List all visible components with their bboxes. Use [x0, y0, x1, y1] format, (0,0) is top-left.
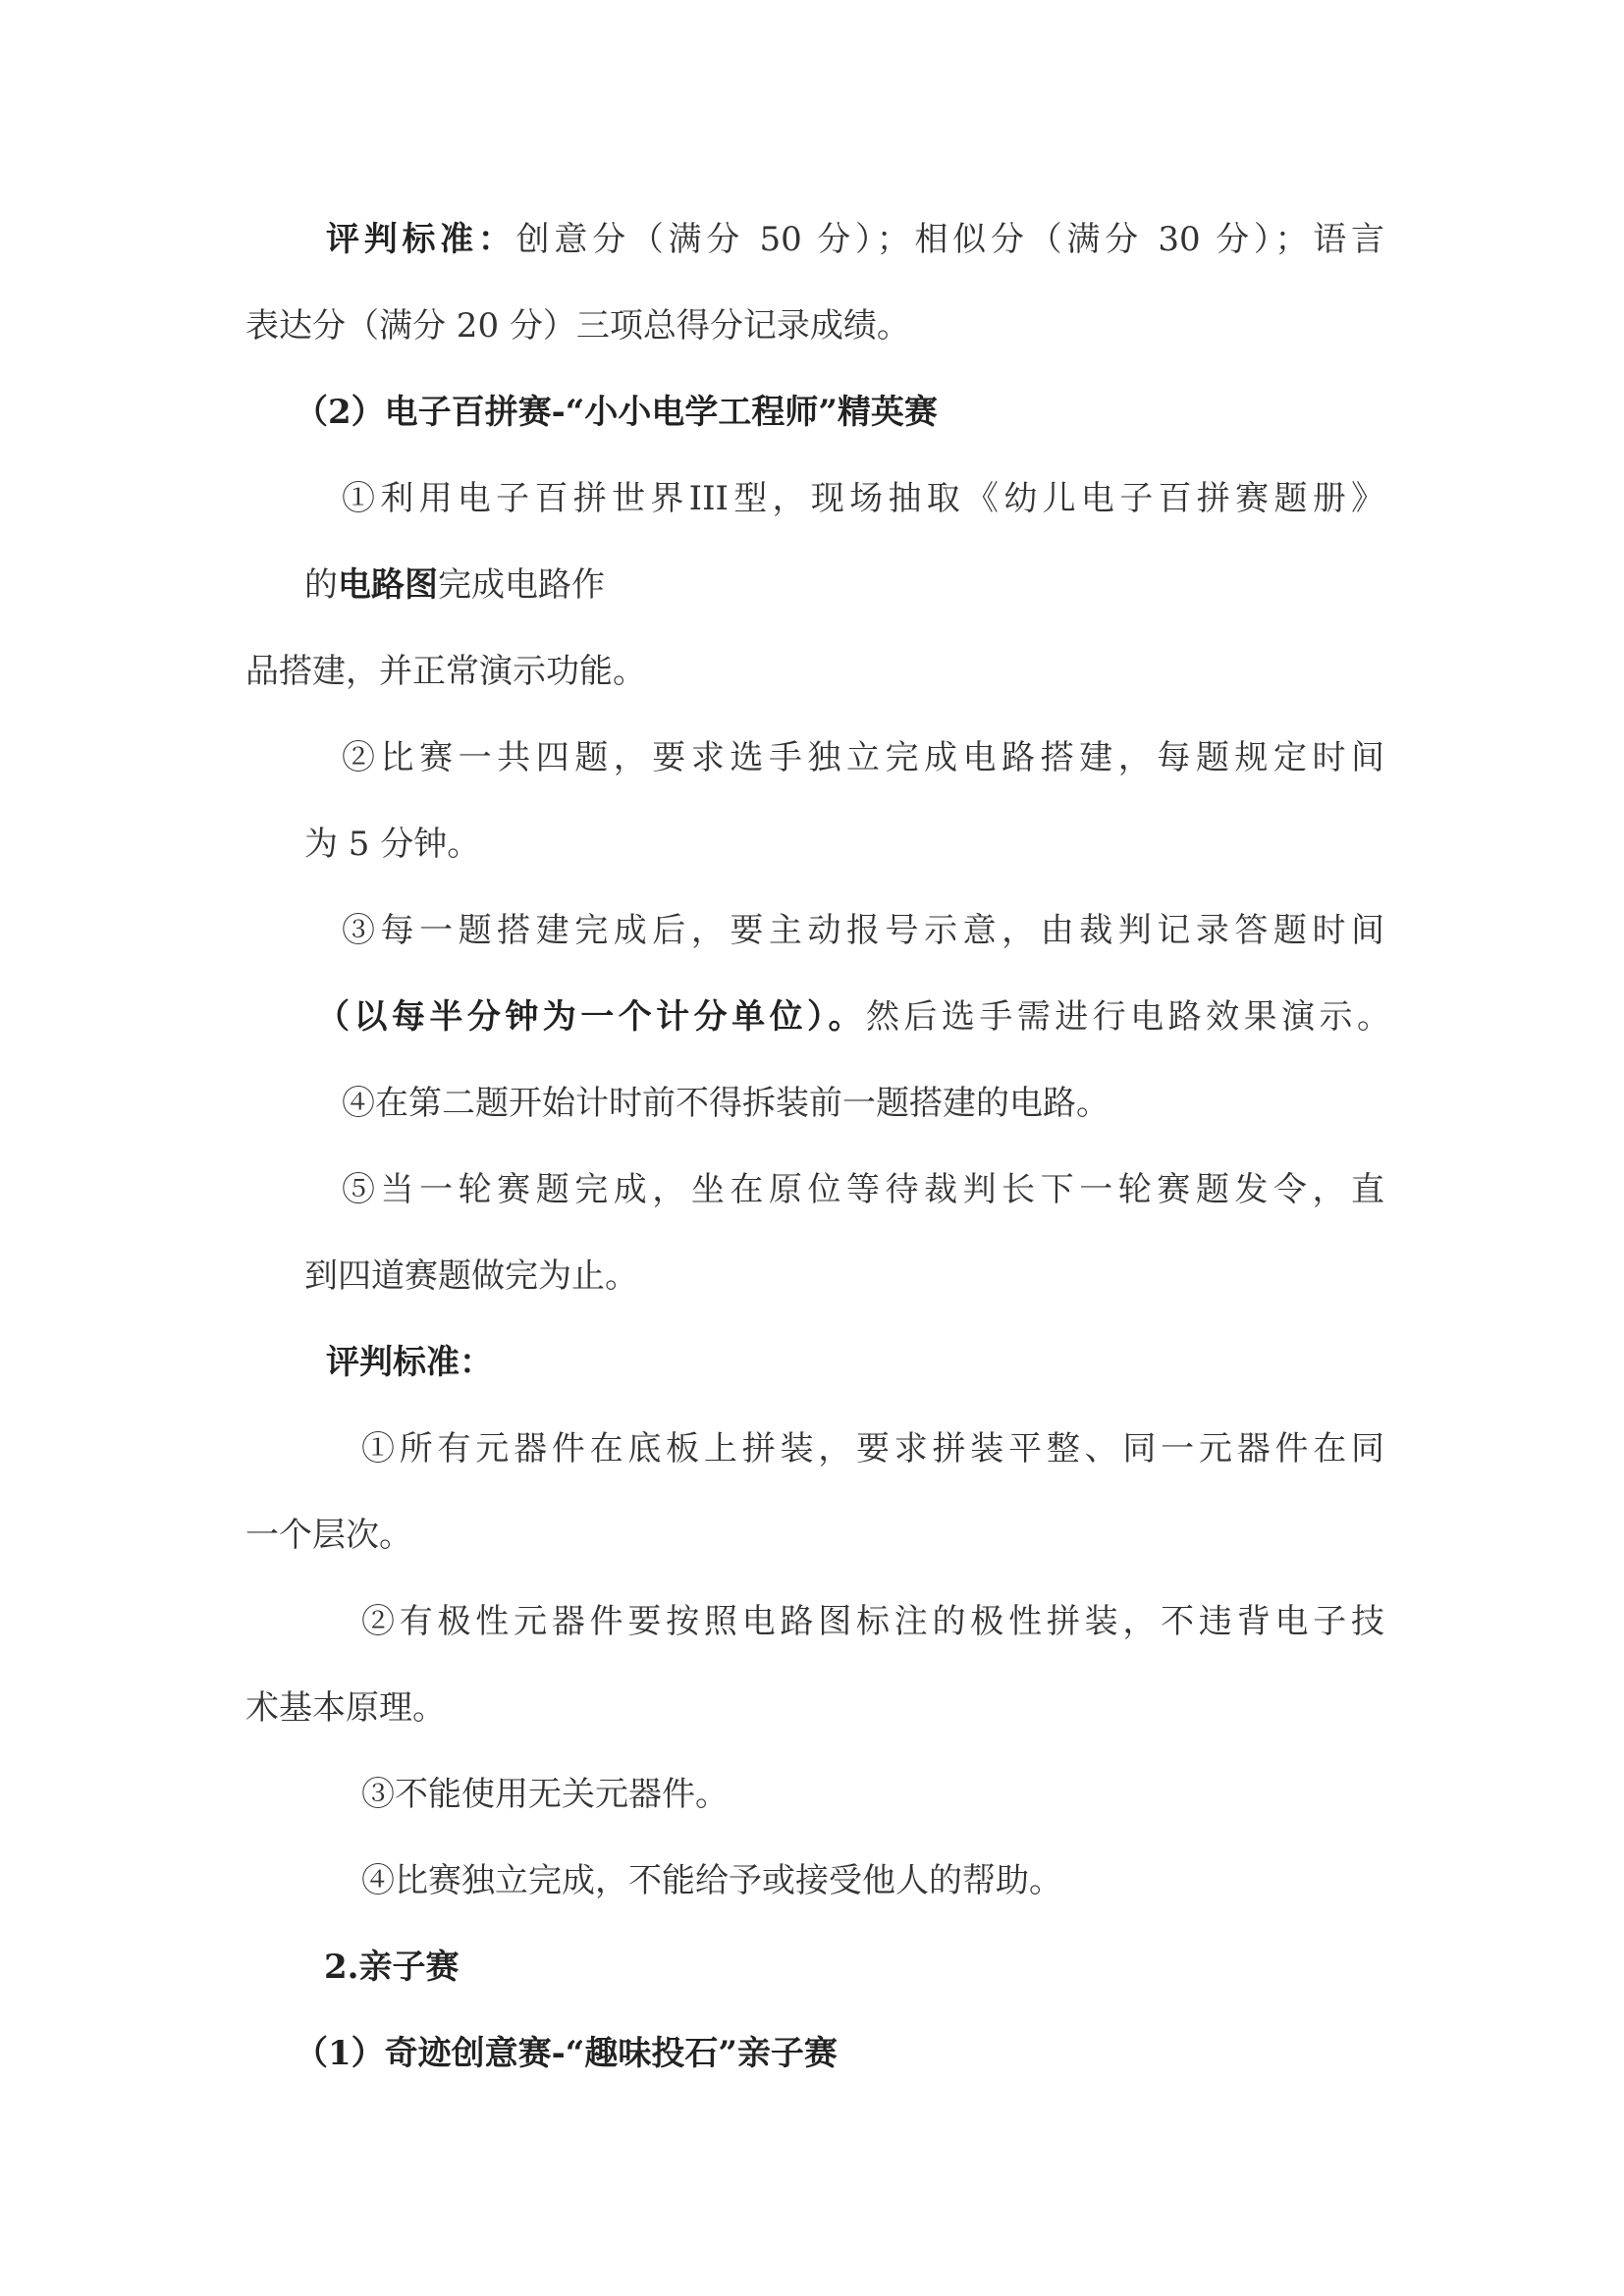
criteria-2-item-3-text: ③不能使用无关元器件。	[361, 1775, 729, 1814]
section-2-item-5-text-a: ⑤当一轮赛题完成，坐在原位等待裁判长下一轮赛题发令，直	[342, 1170, 1384, 1209]
criteria-2-item-2-line-1	[361, 1600, 1384, 1643]
section-2-item-4	[342, 1082, 1110, 1125]
criteria-1-label: 评判标准：	[326, 220, 516, 259]
criteria-2-label: 评判标准：	[326, 1343, 493, 1382]
section-2-item-3-text-post: 然后选手需进行电路效果演示。	[865, 997, 1391, 1037]
criteria-1-line-1	[326, 218, 1384, 261]
criteria-1-line-2	[245, 304, 910, 347]
criteria-2-item-2-text-a: ②有极性元器件要按照电路图标注的极性拼装，不违背电子技	[361, 1602, 1384, 1641]
section-2-item-5-text-b: 到四道赛题做完为止。	[304, 1256, 638, 1296]
section-2-item-3-line-1	[342, 909, 1384, 952]
section-2-item-4-text: ④在第二题开始计时前不得拆装前一题搭建的电路。	[342, 1084, 1110, 1123]
section-2-item-5-line-1	[342, 1168, 1384, 1211]
section-2-item-1-text-c: 品搭建，并正常演示功能。	[245, 652, 646, 691]
part-2-sub-heading: （1）奇迹创意赛-“趣味投石”亲子赛	[295, 2034, 838, 2073]
criteria-2-item-1-text-b: 一个层次。	[245, 1516, 412, 1555]
section-2-item-1-line-3	[245, 650, 646, 693]
part-2-heading: 2.亲子赛	[324, 1948, 460, 1987]
criteria-2-item-3	[361, 1773, 729, 1816]
criteria-2-item-2-line-2	[245, 1686, 446, 1730]
criteria-2-item-4-text: ④比赛独立完成，不能给予或接受他人的帮助。	[361, 1861, 1062, 1900]
section-2-item-5-line-2	[304, 1255, 638, 1298]
criteria-2-item-1-text-a: ①所有元器件在底板上拼装，要求拼装平整、同一元器件在同	[361, 1429, 1384, 1468]
section-2-item-1-line-2	[304, 563, 605, 607]
criteria-1-text-a: 创意分（满分 50 分）；相似分（满分 30 分）；语言	[515, 220, 1385, 259]
section-2-item-2-text-b: 为 5 分钟。	[304, 825, 481, 864]
criteria-2-item-4	[361, 1859, 1062, 1902]
section-2-heading: （2）电子百拼赛-“小小电学工程师”精英赛	[295, 393, 938, 432]
section-2-item-3-bold-note: （以每半分钟为一个计分单位）。	[316, 997, 866, 1037]
circuit-diagram-term: 电路图	[338, 565, 438, 605]
section-2-item-1-line-1	[342, 477, 1384, 520]
section-2-item-2-line-1	[342, 736, 1384, 779]
criteria-2-item-1-line-1	[361, 1427, 1384, 1470]
criteria-2-item-1-line-2	[245, 1514, 412, 1557]
criteria-2-item-2-text-b: 术基本原理。	[245, 1688, 446, 1728]
section-2-item-2-text-a: ②比赛一共四题，要求选手独立完成电路搭建，每题规定时间	[342, 738, 1384, 777]
section-2-item-1-text-a: ①利用电子百拼世界III型，现场抽取《幼儿电子百拼赛题册》	[342, 479, 1384, 518]
criteria-1-text-b: 表达分（满分 20 分）三项总得分记录成绩。	[245, 306, 910, 346]
section-2-item-2-line-2	[304, 823, 480, 866]
section-2-item-1-text-post: 完成电路作	[438, 565, 605, 605]
section-2-item-3-line-2	[316, 995, 1390, 1039]
section-2-item-1-text-pre: 的	[304, 565, 338, 605]
section-2-item-3-text-a: ③每一题搭建完成后，要主动报号示意，由裁判记录答题时间	[342, 911, 1384, 950]
